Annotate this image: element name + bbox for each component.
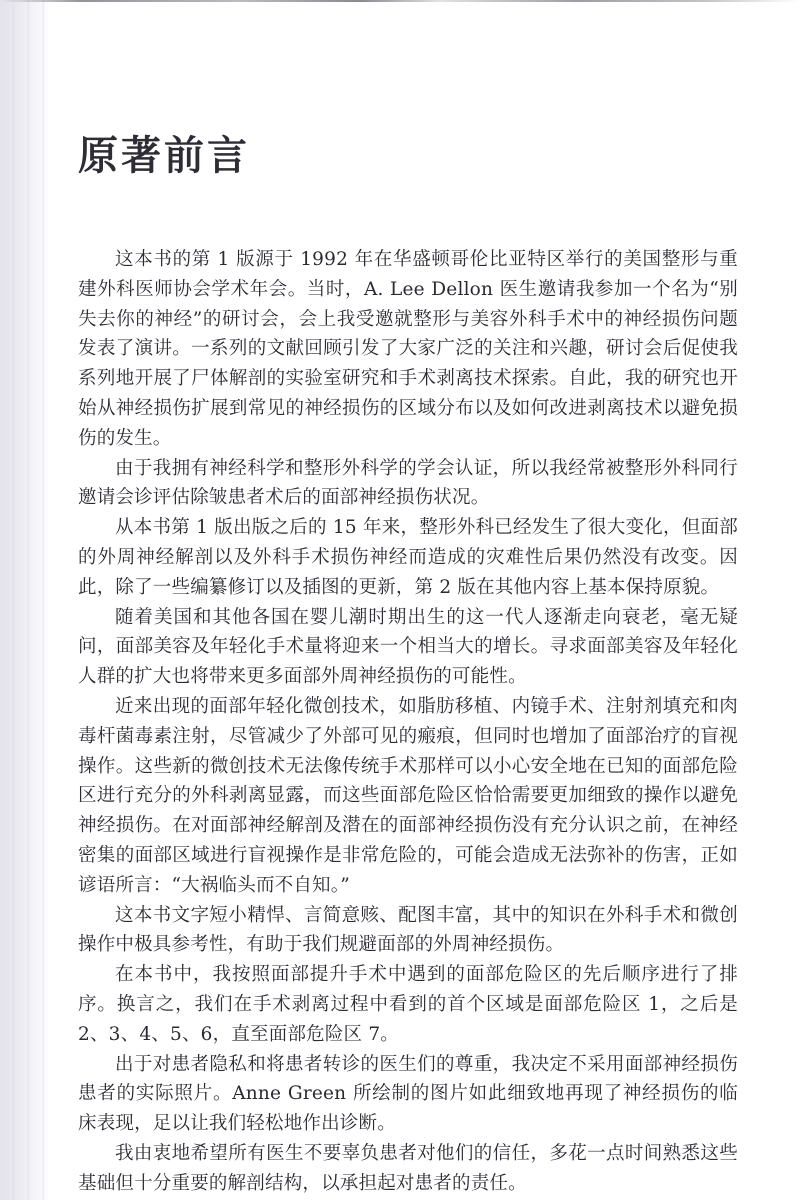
preface-paragraph-2: 由于我拥有神经科学和整形外科学的学会认证，所以我经常被整形外科同行邀请会诊评估除皱患者术后的面部神经损伤状况。 (78, 457, 738, 509)
preface-page (78, 0, 738, 1199)
preface-paragraph-1: 这本书的第 1 版源于 1992 年在华盛顿哥伦比亚特区举行的美国整形与重建外科医师协会学术年会。当时，A. Lee Dellon 医生邀请我参加一个名为“别失去你的神经”的研讨会，会上我受邀就整形与美容外科手术中的神经损伤问题发表了演讲。一系列的文献回顾引发了大家广泛的关注和兴趣，研讨会后促使我系列地开展了尸体解剖的实验室研究和手术剥离技术探索。自此，我的研究也开始从神经损伤扩展到常见的神经损伤的区域分布以及如何改进剥离技术以避免损伤的发生。 (78, 249, 738, 449)
preface-paragraph-4: 随着美国和其他各国在婴儿潮时期出生的这一代人逐渐走向衰老，毫无疑问，面部美容及年轻化手术量将迎来一个相当大的增长。寻求面部美容及年轻化人群的扩大也将带来更多面部外周神经损伤的可能性。 (78, 606, 738, 688)
scan-left-edge-artifact (0, 0, 50, 1200)
preface-paragraph-5: 近来出现的面部年轻化微创技术，如脂肪移植、内镜手术、注射剂填充和肉毒杆菌毒素注射，尽管减少了外部可见的瘢痕，但同时也增加了面部治疗的盲视操作。这些新的微创技术无法像传统手术那样可以小心安全地在已知的面部危险区进行充分的外科剥离显露，而这些面部危险区恰恰需要更加细致的操作以避免神经损伤。在对面部神经解剖及潜在的面部神经损伤没有充分认识之前，在神经密集的面部区域进行盲视操作是非常危险的，可能会造成无法弥补的伤害，正如谚语所言：“大祸临头而不自知。” (78, 695, 738, 896)
preface-paragraph-3: 从本书第 1 版出版之后的 15 年来，整形外科已经发生了很大变化，但面部的外周神经解剖以及外科手术损伤神经而造成的灾难性后果仍然没有改变。因此，除了一些编纂修订以及插图的更新，第 2 版在其他内容上基本保持原貌。 (78, 517, 738, 598)
preface-body (78, 245, 738, 1199)
preface-paragraph-8: 出于对患者隐私和将患者转诊的医生们的尊重，我决定不采用面部神经损伤患者的实际照片。Anne Green 所绘制的图片如此细致地再现了神经损伤的临床表现，足以让我们轻松地作出诊断。 (78, 1053, 738, 1135)
preface-paragraph-6: 这本书文字短小精悍、言简意赅、配图丰富，其中的知识在外科手术和微创操作中极具参考性，有助于我们规避面部的外周神经损伤。 (78, 904, 738, 956)
preface-paragraph-7: 在本书中，我按照面部提升手术中遇到的面部危险区的先后顺序进行了排序。换言之，我们在手术剥离过程中看到的首个区域是面部危险区 1，之后是 2、3、4、5、6，直至面部危险区 7。 (78, 964, 738, 1045)
preface-paragraph-9: 我由衷地希望所有医生不要辜负患者对他们的信任，多花一点时间熟悉这些基础但十分重要的解剖结构，以承担起对患者的责任。 (78, 1142, 738, 1194)
page-title: 原著前言 (78, 132, 250, 179)
